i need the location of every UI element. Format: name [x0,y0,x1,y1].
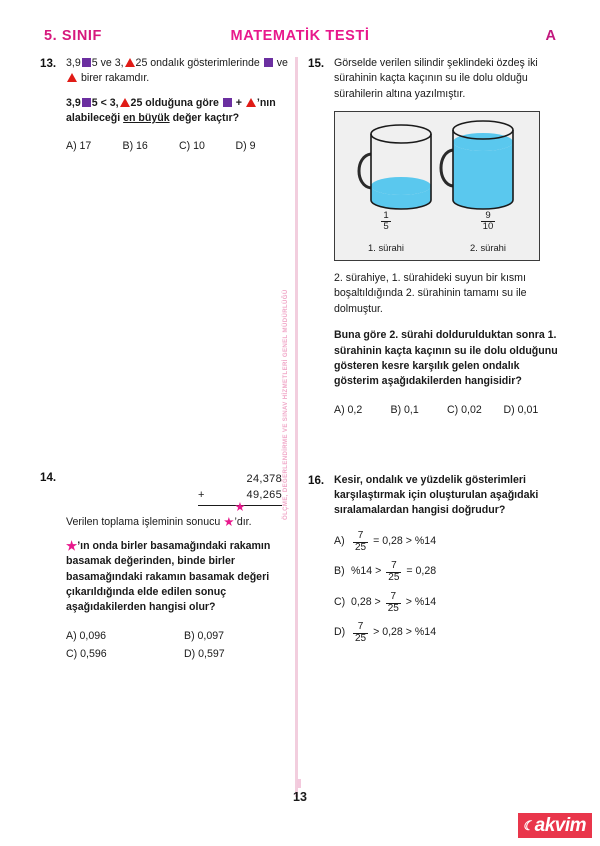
question-16-options [334,531,560,645]
option-d[interactable]: D) 0,01 [503,403,539,416]
option-c-fraction [386,592,401,615]
option-a[interactable]: A) 0,096 [66,629,107,642]
question-16-stem: Kesir, ondalık ve yüzdelik gösterimleri karşılaştırmak için oluşturulan aşağıdaki sıralamalardan hangisi doğrudur? [334,473,539,517]
addend-2-row [186,488,282,504]
addend-1: 24,378 [246,473,282,486]
option-c-pre: 0,28 > [351,595,384,608]
crescent-icon: ☾ [522,817,534,833]
option-a-label: A) [334,534,345,547]
q13-stem-e: ’nın [256,96,276,109]
column-divider [295,57,298,797]
q13-stem-b: 5 < 3, [91,96,119,109]
question-14-intro [66,515,292,530]
option-d[interactable]: D) 0,597 [184,647,225,660]
ministry-vertical-text: ÖLÇME, DEĞERLENDİRME VE SINAV HİZMETLERİ GENEL MÜDÜRLÜĞÜ [282,289,289,520]
question-13-stem [66,96,292,127]
option-b-numerator: 7 [391,560,397,572]
q13-text-a: 3,9 [66,57,81,69]
jug-1-fraction [381,211,390,232]
question-15-after-figure: 2. sürahiye, 1. sürahideki suyun bir kısmı boşaltıldığında 2. sürahinin tamamı su ile dolmuştur. [334,272,527,315]
question-15-intro: Görselde verilen silindir şeklindeki özdeş iki sürahinin kaçta kaçının su ile dolu olduğu sürahilerin altına yazılmıştır. [334,57,538,100]
pitchers-figure [334,111,540,261]
question-14-stem [66,539,292,616]
question-13 [40,56,292,154]
option-b-pre: %14 > [351,565,385,578]
square-symbol-icon [82,58,91,67]
question-14 [40,470,292,661]
option-c-post: > %14 [402,595,437,608]
option-c[interactable] [334,592,560,615]
question-15 [308,56,560,418]
question-16 [308,473,560,645]
option-c[interactable]: C) 10 [179,140,205,153]
option-d-post: > 0,28 > %14 [370,626,437,639]
q13-stem-f: alabileceği [66,112,124,125]
option-b-label: B) [334,565,345,578]
question-15-stem: Buna göre 2. sürahi doldurulduktan sonra 1. sürahinin kaçta kaçının su ile dolu olduğunu gösteren kesre karşılık gelen ondalık gösterim aşağıdakilerden hangisidir? [334,329,558,388]
option-b-fraction [386,561,401,584]
jug-1-numerator: 1 [383,209,389,221]
option-b[interactable]: B) 16 [122,140,148,153]
q14-text-b: ’dır. [234,515,252,528]
option-d-numerator: 7 [357,621,364,633]
grade-label: 5. SINIF [44,28,102,44]
q13-stem-g: en büyük [123,112,170,125]
left-column [40,56,292,676]
question-13-number: 13. [40,57,57,70]
triangle-symbol-icon [125,58,135,67]
jug-2-denominator: 10 [482,221,494,233]
option-a-post: = 0,28 > %14 [370,534,437,547]
star-symbol-icon: ★ [66,539,78,554]
jug-2-fraction [481,211,496,232]
page-number: 13 [293,790,307,804]
option-b-post: = 0,28 [403,565,437,578]
option-a[interactable]: A) 0,2 [334,403,363,416]
q13-stem-a: 3,9 [66,96,81,109]
question-16-number: 16. [308,473,325,487]
question-13-options [66,139,292,154]
jug-2-caption: 2. sürahi [470,241,506,253]
page-tick-mark [297,779,301,788]
q13-stem-d: + [235,96,242,109]
jug-1-caption: 1. sürahi [368,241,404,253]
takvim-logo-text: akvim [534,814,586,836]
option-c[interactable]: C) 0,596 [66,647,107,660]
option-a[interactable]: A) 17 [66,140,92,153]
q13-text-e: birer rakamdır. [80,72,150,85]
triangle-symbol-icon [246,98,256,107]
option-a-denominator: 25 [355,541,367,553]
triangle-symbol-icon [120,98,130,107]
question-14-number: 14. [40,471,57,485]
option-a-numerator: 7 [357,529,364,541]
form-letter: A [545,28,556,44]
q13-stem-c: 25 olduğuna göre [130,96,219,109]
addend-2: 49,265 [246,489,282,502]
option-d-label: D) [334,626,346,639]
option-b-denominator: 25 [388,572,400,584]
plus-sign: + [198,489,205,502]
option-c[interactable]: C) 0,02 [447,403,482,416]
option-b[interactable] [334,561,560,584]
q13-text-d: ve [276,57,288,69]
option-c-numerator: 7 [390,590,397,602]
jug-fractions [335,211,539,232]
option-d-fraction [353,622,368,645]
option-c-denominator: 25 [387,602,399,614]
square-symbol-icon [82,98,91,107]
addition-problem: 24,378 + 49,265 ★ [186,472,282,506]
q13-text-c: 25 ondalık gösterimlerinde [135,57,260,69]
square-symbol-icon [264,58,273,67]
option-a-fraction [353,531,368,554]
option-d[interactable]: D) 9 [235,140,256,153]
option-b[interactable]: B) 0,1 [390,403,419,416]
page-title: MATEMATİK TESTİ [230,28,370,44]
q13-stem-h: değer kaçtır? [169,112,240,125]
q14-stem: ’ın onda birler basamağındaki rakamın basamak değerinden, binde birler basamağındaki rakamın basamak değeri çıkarıldığında elde edilen sonuç aşağıdakilerden hangisi olur? [66,540,271,614]
jug-2-numerator: 9 [485,209,491,221]
takvim-logo [518,813,592,838]
question-15-options [334,403,560,418]
q13-text-b: 5 ve 3, [91,57,124,69]
jug-captions [335,241,539,254]
square-symbol-icon [223,98,232,107]
question-14-options [66,629,292,662]
jug-1-denominator: 5 [383,221,389,233]
triangle-symbol-icon [67,73,77,82]
right-column [308,56,560,659]
q14-text-a: Verilen toplama işleminin sonucu [66,515,221,528]
option-d[interactable] [334,622,560,645]
option-c-label: C) [334,595,346,608]
option-d-denominator: 25 [355,633,367,645]
star-symbol-icon: ★ [223,514,235,529]
question-15-number: 15. [308,57,325,70]
option-a[interactable] [334,531,560,554]
option-b[interactable]: B) 0,097 [184,629,225,642]
question-13-intro [66,56,292,87]
